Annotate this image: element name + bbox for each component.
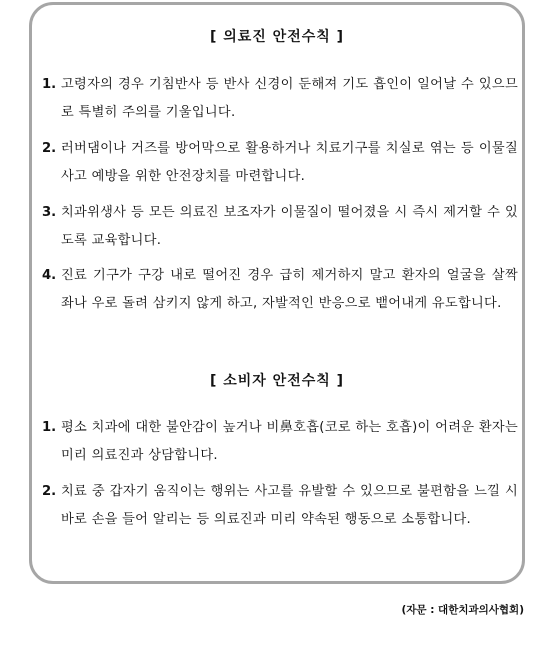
medical-rule-text: 치과위생사 등 모든 의료진 보조자가 이물질이 떨어졌을 시 즉시 제거할 수 있도록 교육합니다. <box>61 205 518 248</box>
consumer-rule-text: 평소 치과에 대한 불안감이 높거나 비鼻호흡(코로 하는 호흡)이 어려운 환자는 미리 의료진과 상담합니다. <box>61 420 518 463</box>
medical-rule-text: 러버댐이나 거즈를 방어막으로 활용하거나 치료기구를 치실로 엮는 등 이물질 사고 예방을 위한 안전장치를 마련합니다. <box>61 141 518 184</box>
medical-rule-item <box>42 135 518 191</box>
medical-rule-number: 2. <box>42 141 57 156</box>
consumer-rule-number: 2. <box>42 484 57 499</box>
medical-rule-item <box>42 262 518 318</box>
safety-rules-card <box>29 2 525 584</box>
medical-rule-text: 진료 기구가 구강 내로 떨어진 경우 급히 제거하지 말고 환자의 얼굴을 살짝 좌나 우로 돌려 삼키지 않게 하고, 자발적인 반응으로 뱉어내게 유도합니다. <box>61 268 518 311</box>
consumer-rule-text: 치료 중 갑자기 움직이는 행위는 사고를 유발할 수 있으므로 불편함을 느낄 시 바로 손을 들어 알리는 등 의료진과 미리 약속된 행동으로 소통합니다. <box>61 484 518 527</box>
medical-rule-number: 1. <box>42 77 57 92</box>
source-credit: (자문 : 대한치과의사협회) <box>401 604 524 616</box>
consumer-rule-item <box>42 414 518 470</box>
medical-rule-item <box>42 199 518 255</box>
consumer-rule-number: 1. <box>42 420 57 435</box>
medical-safety-title: [ 의료진 안전수칙 ] <box>209 29 345 45</box>
consumer-rule-item <box>42 478 518 534</box>
medical-rule-number: 3. <box>42 205 57 220</box>
medical-rule-text: 고령자의 경우 기침반사 등 반사 신경이 둔해져 기도 흡인이 일어날 수 있으므로 특별히 주의를 기울입니다. <box>61 77 518 120</box>
medical-rule-number: 4. <box>42 268 57 283</box>
consumer-safety-title: [ 소비자 안전수칙 ] <box>209 373 345 389</box>
medical-rule-item <box>42 71 518 127</box>
